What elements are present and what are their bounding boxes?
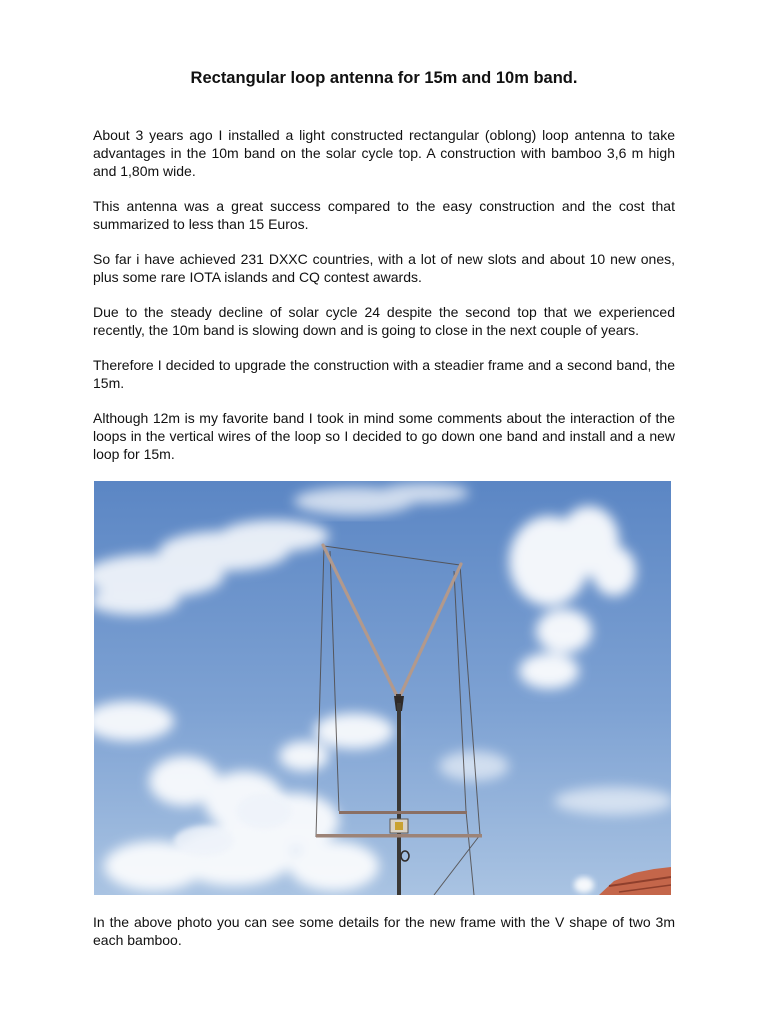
photo-caption: In the above photo you can see some details for the new frame with the V shape of two 3m each bamboo. <box>93 914 675 948</box>
paragraph-6: Although 12m is my favorite band I took in mind some comments about the interaction of the loops in the vertical wires of the loop so I decided to go down one band and install and a new loop for 15m. <box>93 410 675 462</box>
antenna-photo <box>94 481 671 895</box>
document-title: Rectangular loop antenna for 15m and 10m band. <box>190 69 578 87</box>
paragraph-1: About 3 years ago I installed a light constructed rectangular (oblong) loop antenna to take advantages in the 10m band on the solar cycle top. A construction with bamboo 3,6 m high and 1,80m wide. <box>93 127 675 179</box>
paragraph-5: Therefore I decided to upgrade the construction with a steadier frame and a second band, the 15m. <box>93 357 675 391</box>
paragraph-3: So far i have achieved 231 DXXC countries, with a lot of new slots and about 10 new ones, plus some rare IOTA islands and CQ contest awards. <box>93 251 675 285</box>
paragraph-4: Due to the steady decline of solar cycle 24 despite the second top that we experienced recently, the 10m band is slowing down and is going to close in the next couple of years. <box>93 304 675 338</box>
paragraph-2: This antenna was a great success compared to the easy construction and the cost that summarized to less than 15 Euros. <box>93 198 675 232</box>
antenna-photo-illustration <box>94 481 671 895</box>
